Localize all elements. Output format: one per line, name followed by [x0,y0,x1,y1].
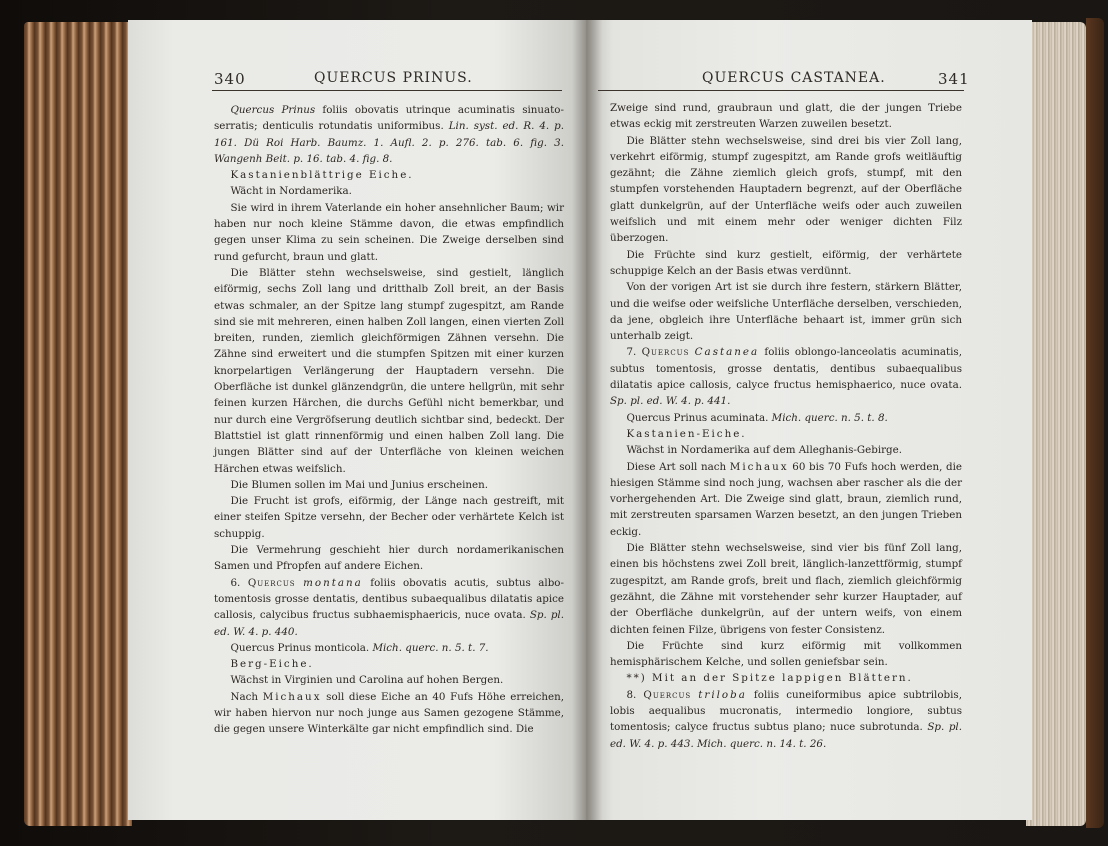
text-run: Die Blumen sollen im Mai und Junius erscheinen. [230,478,489,491]
text-run: 8. [626,688,644,701]
text-run: Michaux [262,690,322,703]
text-run: Die Blätter stehn wechselsweise, sind vier bis fünf Zoll lang, einen bis höchstens zwei Zoll breit, länglich-lanzettförmig, stumpf zugespitzt, am Rande grofs, breit und flach, ziemlich gleichförmig gezähnt, die Zähne mit vorstehender sehr kurzer Hauptader, auf der Oberfläche dunkelgrün, auf der untern weifs, von einem dichten feinen Filze, übrigens von fester Consistenz. [610,542,962,636]
text-run: Kastanienblättrige Eiche. [230,169,414,182]
paragraph [610,100,962,133]
text-run: Sp. pl. ed. W. 4. p. 443. Mich. querc. n. 14. t. 26. [610,721,962,750]
text-run: Die Blätter stehn wechselsweise, sind gestielt, länglich eiförmig, sechs Zoll lang und dritthalb Zoll breit, an der Basis etwas schmaler, an der Spitze lang stumpf zugespitzt, am Rande sind sie mit mehreren, einen halben Zoll langen, einen vierten Zoll breiten, runden, ziemlich gleichförmigen Zähnen versehn. Die Zähne sind erweitert und die stumpfen Spitzen mit einer kurzen knorpelartigen Verlängerung der Hauptadern versehn. Die Oberfläche ist dunkel glänzendgrün, die untere hellgrün, mit sehr feinen kurzen Härchen, die durchs Gefühl nicht bemerkbar, und nur durch eine Vergröfserung deutlich sichtbar sind, bedeckt. Der Blattstiel ist glatt rinnenförmig und einen halben Zoll lang. Die jungen Blätter sind auf der Unterfläche von kleinen weichen Härchen etwas weifslich. [214,266,564,475]
left-running-head: QUERCUS PRINUS. [314,70,473,86]
paragraph [610,133,962,247]
paragraph [214,493,564,542]
paragraph [610,279,962,344]
text-run: Die Früchte sind kurz gestielt, eiförmig, der verhärtete schuppige Kelch an der Basis etwas verdünnt. [610,248,962,277]
text-run: soll diese Eiche an 40 Fufs Höhe erreichen, wir haben hiervon nur noch junge aus Samen gezogene Stämme, die gegen unsere Winterkälte gar nicht empfindlich sind. Die [214,690,564,736]
right-page-edges [1026,22,1086,826]
text-run: Sie wird in ihrem Vaterlande ein hoher ansehnlicher Baum; wir haben nur noch kleine Stämme davon, die etwas empfindlich gegen unser Klima zu sein scheinen. Die Zweige derselben sind rund gefurcht, braun und glatt. [214,201,564,263]
text-run: foliis oblongo-lanceolatis acuminatis, subtus tomentosis, grosse dentatis, dentibus subaequalibus dilatatis apice callosis, calyce fructus hemisphaerico, nuce ovata. [610,346,962,392]
text-run: Quercus Prinus monticola. [230,641,373,654]
left-page [128,20,586,820]
text-run: Sp. pl. ed. W. 4. p. 440. [214,609,564,638]
text-run: Wächt in Nordamerika. [230,185,352,198]
text-run: foliis obovatis utrinque acuminatis sinuato-serratis; denticulis rotundatis uniformibus. [214,104,564,133]
paragraph [610,426,962,442]
text-run: Die Vermehrung geschieht hier durch nordamerikanischen Samen und Pfropfen auf andere Eichen. [214,544,564,573]
right-header-rule [598,90,964,91]
paragraph [610,344,962,409]
text-run: Sp. pl. ed. W. 4. p. 441. [610,395,731,408]
text-run: Mich. querc. n. 5. t. 7. [372,641,489,654]
paragraph [610,442,962,458]
book-gutter [572,20,602,820]
right-running-head: QUERCUS CASTANEA. [702,70,886,86]
text-run: Wächst in Nordamerika auf dem Alleghanis-Gebirge. [626,444,903,457]
paragraph [214,575,564,640]
text-run: Lin. syst. ed. R. 4. p. 161. Dü Roi Harb. Baumz. 1. Aufl. 2. p. 276. tab. 6. fig. 3. Wangenh Beit. p. 16. tab. 4. fig. 8. [214,120,565,165]
text-run: foliis cuneiformibus apice subtrilobis, lobis aequalibus mucronatis, intermedio longiore, subtus tomentosis; calyce fructus subtus plano; nuce subrotunda. [610,688,962,734]
text-run: Michaux [729,460,789,473]
right-page-body [610,100,962,752]
paragraph [214,167,564,183]
text-run: Castanea [694,346,760,359]
paragraph [214,265,564,477]
text-run: 7. [626,346,642,359]
text-run: montana [303,576,363,589]
paragraph [214,542,564,575]
text-run: Die Früchte sind kurz eiförmig mit vollkommen hemisphärischem Kelche, und sollen geniefsbar sein. [610,639,962,669]
left-cover-edge [24,22,132,826]
paragraph [610,459,962,540]
text-run: Quercus Prinus acuminata. [626,411,772,424]
right-page [586,20,1032,820]
text-run: Zweige sind rund, graubraun und glatt, die der jungen Triebe etwas eckig mit zerstreuten Warzen zuweilen besetzt. [610,102,962,131]
text-run [296,577,304,589]
text-run: Die Frucht ist grofs, eiförmig, der Länge nach gestreift, mit einer steifen Spitze versehn, der Becher oder verhärtete Kelch ist schuppig. [214,495,564,540]
text-run: Quercus [247,576,296,589]
text-run: Nach [230,690,263,703]
text-run: Quercus [641,346,690,359]
text-run: triloba [698,688,747,701]
text-run: Berg-Eiche. [230,658,314,671]
text-run: Quercus [643,688,692,701]
paragraph [610,670,962,686]
paragraph [214,656,564,672]
paragraph [214,689,564,738]
text-run: Die Blätter stehn wechselsweise, sind drei bis vier Zoll lang, verkehrt eiförmig, stumpf zugespitzt, am Rande grofs weitläuftig gezähnt; die Zähne ziemlich gleich grofs, stumpf, mit den stumpfen vorstehenden Hauptadern begrenzt, auf der Oberfläche glatt dunkelgrün, auf der Unterfläche weifs oder auch zuweilen weifslich und mit einem mehr oder weniger dichten Filz überzogen. [610,134,962,245]
text-run: Kastanien-Eiche. [626,427,747,440]
text-run: Wächst in Virginien und Carolina auf hohen Bergen. [230,674,504,687]
paragraph [214,200,564,265]
left-page-number: 340 [214,70,246,88]
text-run: Von der vorigen Art ist sie durch ihre festern, stärkern Blätter, und die weifse oder weifsliche Unterfläche derselben, verschieden, da jene, obgleich ihre Unterfläche behaart ist, immer grün sich unterhalb zeigt. [610,281,962,343]
paragraph [610,410,962,426]
paragraph [610,687,962,752]
text-run: 6. [230,576,248,589]
paragraph [214,102,564,167]
text-run: Diese Art soll nach [626,460,730,473]
paragraph [610,638,962,671]
text-run: foliis obovatis acutis, subtus albo-tomentosis grosse dentatis, dentibus subaequalibus dilatatis apice callosis, calycibus fructus subhaemisphaericis, nuce ovata. [214,576,564,622]
paragraph [214,477,564,493]
left-page-body [214,102,564,738]
paragraph [214,672,564,688]
paragraph [610,247,962,280]
left-header-rule [212,90,562,91]
text-run: Mich. querc. n. 5. t. 8. [771,411,888,424]
text-run: Quercus Prinus [230,104,316,116]
text-run: **) Mit an der Spitze lappigen Blättern. [626,672,913,685]
paragraph [214,183,564,199]
right-page-number: 341 [938,70,970,88]
paragraph [214,640,564,656]
text-run: 60 bis 70 Fufs hoch werden, die hiesigen Stämme sind noch jung, wachsen aber rascher als die der vorhergehenden Art. Die Zweige sind glatt, braun, ziemlich rund, mit zerstreuten sparsamen Warzen besetzt, an den jungen Trieben eckig. [610,460,962,538]
paragraph [610,540,962,638]
